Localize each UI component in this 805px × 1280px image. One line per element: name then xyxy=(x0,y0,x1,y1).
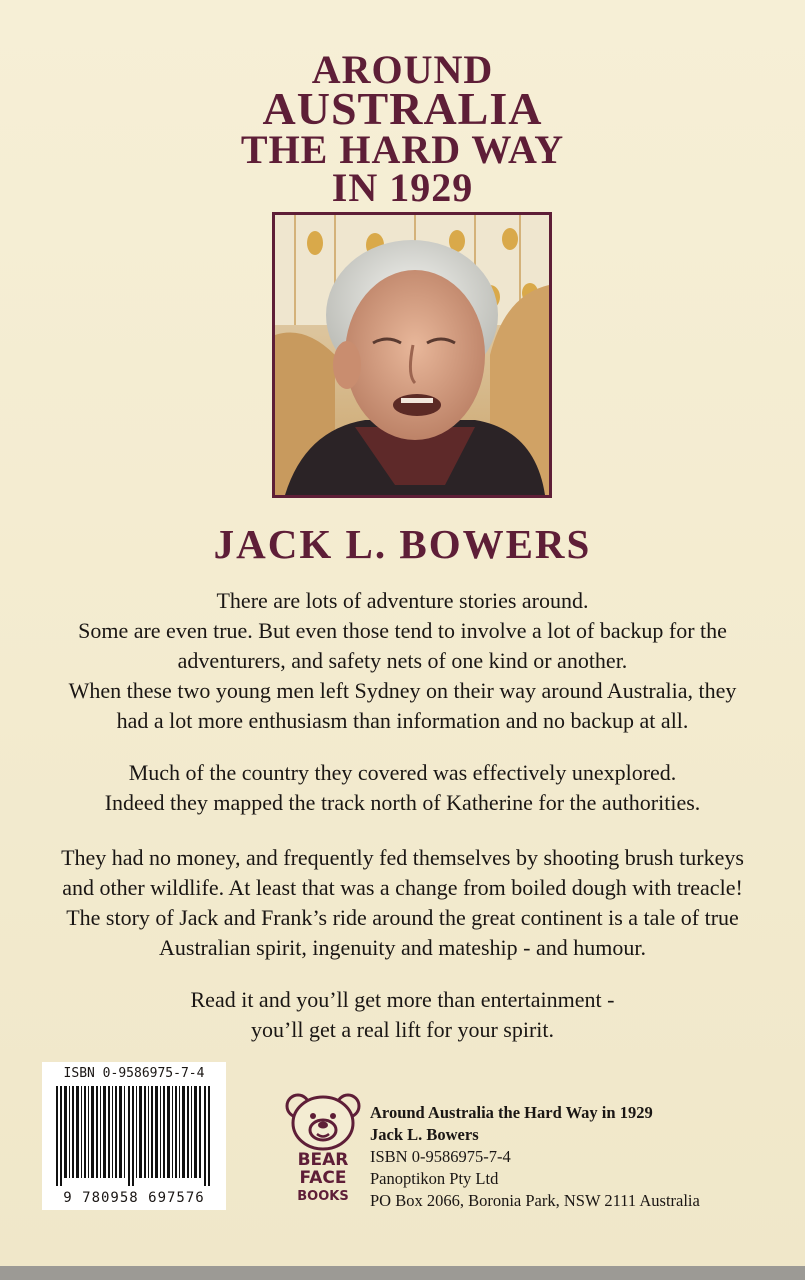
publisher-logo xyxy=(284,1090,362,1210)
blurb-line: The story of Jack and Frank’s ride around the great continent is a tale of true xyxy=(66,905,739,930)
logo-word-bear: BEAR xyxy=(297,1150,349,1170)
pubinfo-title: Around Australia the Hard Way in 1929 xyxy=(370,1103,653,1122)
title-line-3: THE HARD WAY xyxy=(240,127,565,172)
isbn-barcode xyxy=(42,1062,226,1210)
barcode-bars xyxy=(56,1086,212,1186)
title-line-2: AUSTRALIA xyxy=(262,83,543,134)
blurb-line: had a lot more enthusiasm than information and no backup at all. xyxy=(116,708,689,733)
blurb-line: Australian spirit, ingenuity and mateship - and humour. xyxy=(159,935,646,960)
pubinfo-isbn: ISBN 0-9586975-7-4 xyxy=(370,1147,511,1166)
pubinfo-address: PO Box 2066, Boronia Park, NSW 2111 Australia xyxy=(370,1191,700,1210)
blurb-line: When these two young men left Sydney on their way around Australia, they xyxy=(68,678,737,703)
blurb-line: They had no money, and frequently fed themselves by shooting brush turkeys xyxy=(61,845,744,870)
blurb-line: Indeed they mapped the track north of Katherine for the authorities. xyxy=(104,790,701,815)
scan-edge-strip xyxy=(0,1266,805,1280)
blurb-line: There are lots of adventure stories around. xyxy=(216,588,589,613)
author-portrait-image xyxy=(275,215,549,495)
blurb-paragraph-2 xyxy=(30,758,775,818)
blurb-line: adventurers, and safety nets of one kind or another. xyxy=(177,648,628,673)
pubinfo-author: Jack L. Bowers xyxy=(370,1125,479,1144)
bear-face-icon xyxy=(284,1090,362,1152)
blurb-line: and other wildlife. At least that was a change from boiled dough with treacle! xyxy=(62,875,743,900)
publication-info xyxy=(370,1102,790,1212)
logo-word-face: FACE xyxy=(299,1168,347,1188)
title-line-4: IN 1929 xyxy=(331,165,474,210)
blurb-line: Much of the country they covered was effectively unexplored. xyxy=(128,760,677,785)
barcode-digits: 9 780958 697576 xyxy=(63,1190,205,1206)
pubinfo-publisher: Panoptikon Pty Ltd xyxy=(370,1169,499,1188)
blurb-line: Some are even true. But even those tend to involve a lot of backup for the xyxy=(78,618,727,643)
blurb-paragraph-1 xyxy=(30,586,775,736)
author-name: JACK L. BOWERS xyxy=(213,521,592,567)
barcode-isbn-label: ISBN 0-9586975-7-4 xyxy=(63,1066,205,1081)
blurb-line: Read it and you’ll get more than entertainment - xyxy=(190,987,615,1012)
blurb-line: you’ll get a real lift for your spirit. xyxy=(250,1017,555,1042)
blurb-paragraph-3 xyxy=(30,843,775,963)
blurb-paragraph-4 xyxy=(30,985,775,1045)
author-photo xyxy=(272,212,552,498)
logo-word-books: BOOKS xyxy=(297,1189,349,1204)
title-line-1: AROUND xyxy=(311,47,494,92)
